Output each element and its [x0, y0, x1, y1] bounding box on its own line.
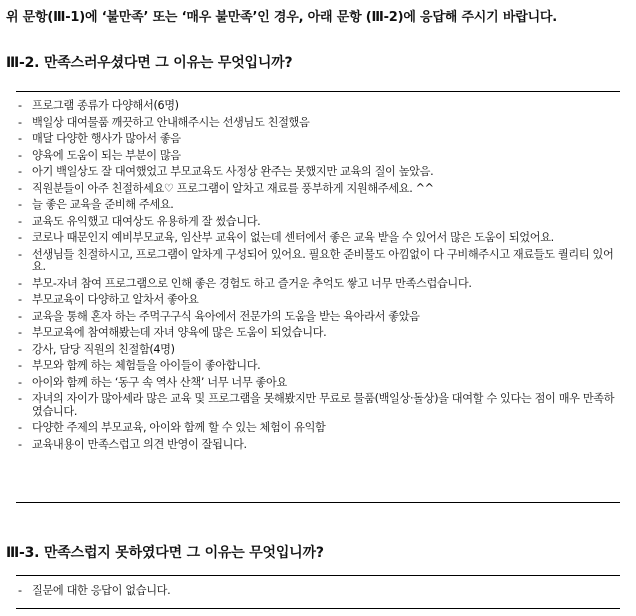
list-item [18, 100, 624, 113]
bullet-dash: - [18, 148, 22, 162]
bullet-dash: - [18, 392, 22, 405]
answer-text: 교육도 유익했고 대여상도 유용하게 잘 썼습니다. [32, 214, 261, 228]
answer-text: 아기 백일상도 잘 대여했었고 부모교육도 사정상 완주는 못했지만 교육의 질이 높았음. [32, 165, 434, 178]
bullet-dash: - [18, 359, 22, 372]
list-item [18, 199, 624, 212]
list-item [18, 344, 624, 357]
bullet-dash: - [18, 421, 22, 434]
answer-text: 부모교육에 참여해봤는데 자녀 양육에 많은 도움이 되었습니다. [32, 326, 327, 339]
list-item [18, 393, 624, 418]
section-top-divider [16, 91, 620, 92]
answer-text: 매달 다양한 행사가 많아서 좋음 [32, 132, 181, 145]
list-item [18, 216, 624, 229]
answer-text: 아이와 함께 하는 ‘동구 속 역사 산책’ 너무 너무 좋아요 [32, 375, 287, 389]
intro-instruction: 위 문항(Ⅲ-1)에 ‘불만족’ 또는 ‘매우 불만족’인 경우, 아래 문항 (Ⅲ-2)에 응답해 주시기 바랍니다. [6, 10, 558, 25]
bullet-dash: - [18, 293, 22, 306]
bullet-dash: - [18, 231, 22, 244]
answer-text: 부모교육이 다양하고 알차서 좋아요 [32, 293, 199, 306]
list-item [18, 150, 624, 163]
bullet-dash: - [18, 181, 22, 195]
answer-text: 교육을 통해 혼자 하는 주먹구구식 육아에서 전문가의 도움을 받는 육아라서 좋았음 [32, 309, 420, 323]
unsatisfied-reasons-list [18, 585, 624, 602]
section-bottom-divider [16, 608, 620, 609]
satisfied-reasons-list [18, 100, 624, 455]
list-item [18, 439, 624, 452]
section-top-divider [16, 575, 620, 576]
section-title-satisfied-reasons: Ⅲ-2. 만족스러우셨다면 그 이유는 무엇입니까? [6, 55, 293, 71]
bullet-dash: - [18, 247, 22, 261]
answer-text: 양육에 도움이 되는 부분이 많음 [32, 148, 181, 162]
answer-text: 프로그램 종류가 다양해서(6명) [32, 99, 179, 112]
list-item [18, 377, 624, 390]
answer-text: 부모와 함께 하는 체험들을 아이들이 좋아합니다. [32, 359, 261, 372]
section-title-unsatisfied-reasons: Ⅲ-3. 만족스럽지 못하였다면 그 이유는 무엇입니까? [6, 545, 324, 561]
answer-text: 교육내용이 만족스럽고 의견 반영이 잘됩니다. [32, 437, 247, 451]
list-item [18, 117, 624, 130]
list-item [18, 249, 624, 274]
bullet-dash: - [18, 198, 22, 211]
bullet-dash: - [18, 437, 22, 451]
list-item [18, 166, 624, 179]
list-item [18, 585, 624, 598]
list-item [18, 360, 624, 373]
bullet-dash: - [18, 99, 22, 112]
list-item [18, 422, 624, 435]
answer-text: 코로나 때문인지 예비부모교육, 임산부 교육이 없는데 센터에서 좋은 교육 받을 수 있어서 많은 도움이 되었어요. [32, 231, 554, 244]
list-item [18, 311, 624, 324]
answer-text: 다양한 주제의 부모교육, 아이와 함께 할 수 있는 체험이 유익함 [32, 421, 326, 434]
bullet-dash: - [18, 165, 22, 178]
list-item [18, 232, 624, 245]
answer-text: 늘 좋은 교육을 준비해 주세요. [32, 198, 174, 211]
answer-text: 선생님들 친절하시고, 프로그램이 알차게 구성되어 있어요. 필요한 준비물도 아낌없이 다 구비해주시고 재료들도 퀄리티 있어요. [32, 247, 614, 273]
bullet-dash: - [18, 375, 22, 389]
bullet-dash: - [18, 326, 22, 339]
bullet-dash: - [18, 342, 22, 356]
section-bottom-divider [16, 502, 620, 503]
list-item [18, 327, 624, 340]
list-item [18, 278, 624, 291]
answer-text: 직원분들이 아주 친절하세요♡ 프로그램이 알차고 재료를 풍부하게 지원해주세요. ^^ [32, 181, 434, 195]
list-item [18, 133, 624, 146]
bullet-dash: - [18, 276, 22, 290]
answer-text: 질문에 대한 응답이 없습니다. [32, 584, 171, 597]
bullet-dash: - [18, 214, 22, 228]
bullet-dash: - [18, 132, 22, 145]
bullet-dash: - [18, 584, 22, 597]
bullet-dash: - [18, 309, 22, 323]
bullet-dash: - [18, 115, 22, 129]
list-item [18, 183, 624, 196]
answer-text: 백일상 대여물품 깨끗하고 안내해주시는 선생님도 친절했음 [32, 115, 310, 129]
answer-text: 부모-자녀 참여 프로그램으로 인해 좋은 경험도 하고 즐거운 추억도 쌓고 너무 만족스럽습니다. [32, 276, 472, 290]
answer-text: 자녀의 자이가 많아세라 많은 교육 및 프로그램을 못해봤지만 무료로 물품(백일상·돌상)을 대여할 수 있다는 점이 매우 만족하였습니다. [32, 392, 615, 418]
list-item [18, 294, 624, 307]
answer-text: 강사, 담당 직원의 친절함(4명) [32, 342, 175, 356]
